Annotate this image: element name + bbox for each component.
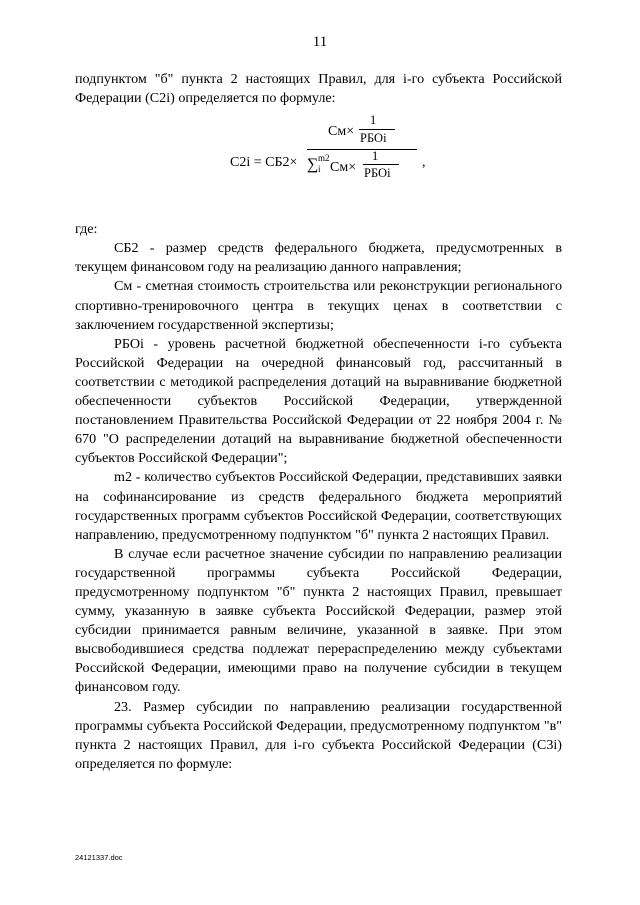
definition-m2: m2 - количество субъектов Российской Федерации, представивших заявки на софинансирование из средств федерального бюджета мероприятий государственных программ субъектов Российской Федерации, соответствующих направлению, предусмотренному подпунктом "б" пункта 2 настоящих Правил. bbox=[75, 469, 562, 543]
definition-sb2: СБ2 - размер средств федерального бюджета, предусмотренных в текущем финансовом году на реализацию данного направления; bbox=[75, 240, 562, 276]
definition-cm: См - сметная стоимость строительства или реконструкции регионального спортивно-тренировочного центра в текущих ценах в соответствии с заключением государственной экспертизы; bbox=[75, 278, 562, 333]
where-label: где: bbox=[75, 221, 98, 238]
formula-comma: , bbox=[422, 155, 426, 171]
main-fraction-bar bbox=[307, 149, 417, 150]
sum-sign: ∑ bbox=[307, 156, 319, 174]
sum-upper-limit: m2 bbox=[318, 153, 330, 164]
page-number: 11 bbox=[312, 34, 328, 50]
denominator-inner-bar bbox=[363, 164, 399, 165]
numerator-one: 1 bbox=[370, 113, 377, 128]
denominator-rbo: РБОi bbox=[364, 166, 391, 181]
intro-paragraph: подпунктом "б" пункта 2 настоящих Правил, для i-го субъекта Российской Федерации (С2i) определяется по формуле: bbox=[75, 71, 562, 107]
numerator-inner-bar bbox=[359, 129, 395, 130]
denominator-one: 1 bbox=[372, 149, 379, 164]
numerator-rbo: РБОi bbox=[360, 131, 387, 146]
denominator-cm: См× bbox=[330, 160, 357, 176]
paragraph-23: 23. Размер субсидии по направлению реализации государственной программы субъекта Российской Федерации, предусмотренному подпунктом "в" пункта 2 настоящих Правил, для i-го субъекта Российской Федерации (С3i) определяется по формуле: bbox=[75, 698, 562, 772]
document-filename: 24121337.doc bbox=[75, 853, 123, 862]
document-body bbox=[75, 70, 562, 774]
formula-c2i bbox=[75, 108, 562, 220]
formula-lhs: С2i = СБ2× bbox=[230, 155, 298, 171]
paragraph-case: В случае если расчетное значение субсидии по направлению реализации государственной программы субъекта Российской Федерации, предусмотренному подпунктом "б" пункта 2 настоящих Правил, превышает сумму, указанную в заявке субъекта Российской Федерации, размер этой субсидии принимается равным величине, указанной в заявке. При этом высвободившиеся средства подлежат перераспределению между субъектами Российской Федерации, имеющими право на получение субсидии в текущем финансовом году. bbox=[75, 545, 562, 696]
numerator-cm: См× bbox=[328, 124, 355, 140]
sum-lower-index: i bbox=[318, 164, 321, 175]
definition-rboi: РБОi - уровень расчетной бюджетной обеспеченности i-го субъекта Российской Федерации на очередной финансовый год, рассчитанный в соответствии с методикой распределения дотаций на выравнивание бюджетной обеспеченности субъектов Российской Федерации, утвержденной постановлением Правительства Российской Федерации от 22 ноября 2004 г. № 670 "О распределении дотаций на выравнивание бюджетной обеспеченности субъектов Российской Федерации"; bbox=[75, 335, 562, 467]
